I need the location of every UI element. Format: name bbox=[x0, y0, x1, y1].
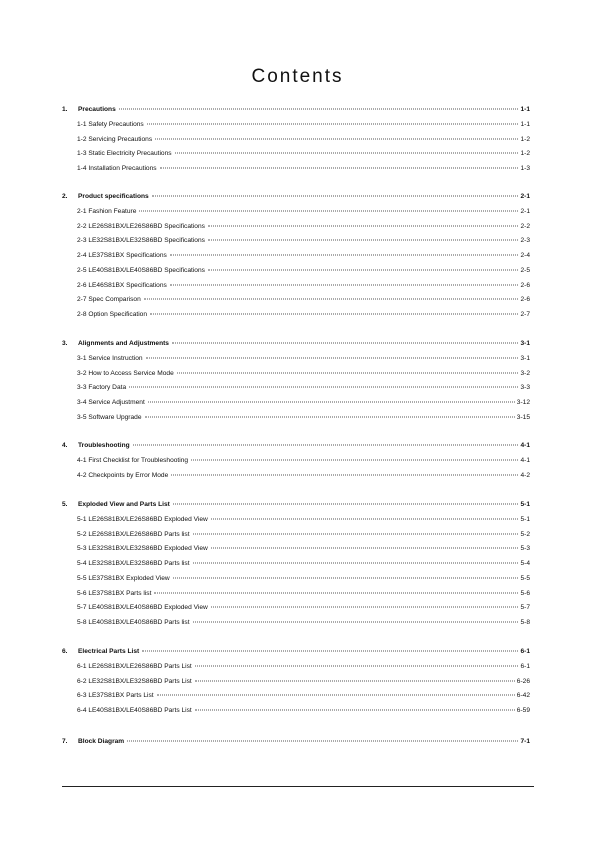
toc-entry-title: 6-4 LE40S81BX/LE40S86BD Parts List bbox=[77, 707, 192, 714]
toc-entry-page: 3-2 bbox=[520, 369, 530, 377]
toc-entry-title: 6-1 LE26S81BX/LE26S86BD Parts List bbox=[77, 662, 192, 670]
toc-entry-title: 2-8 Option Specification bbox=[77, 311, 148, 318]
toc-entry-title: 3-5 Software Upgrade bbox=[77, 413, 142, 421]
toc-leader-dots bbox=[170, 284, 519, 285]
toc-entry[interactable] bbox=[77, 399, 530, 407]
toc-section-page: 5-1 bbox=[520, 501, 530, 508]
toc-leader-dots bbox=[211, 518, 519, 519]
toc-entry[interactable] bbox=[77, 575, 530, 583]
toc-section-number: 4. bbox=[62, 442, 68, 449]
toc-leader-dots bbox=[154, 592, 518, 593]
toc-entry[interactable] bbox=[77, 296, 530, 304]
toc-entry-page: 3-1 bbox=[520, 354, 530, 362]
toc-section-title: Electrical Parts List bbox=[78, 648, 140, 655]
toc-section-page: 6-1 bbox=[520, 648, 530, 655]
toc-leader-dots bbox=[208, 269, 519, 270]
toc-entry-page: 5-3 bbox=[520, 545, 530, 553]
toc-leader-dots bbox=[173, 504, 519, 505]
toc-leader-dots bbox=[177, 372, 519, 373]
toc-leader-dots bbox=[208, 240, 519, 241]
toc-leader-dots bbox=[175, 153, 519, 154]
toc-entry[interactable] bbox=[77, 136, 530, 144]
toc-entry[interactable] bbox=[77, 516, 530, 524]
toc-section-title: Exploded View and Parts List bbox=[78, 501, 170, 508]
toc-section-heading[interactable] bbox=[62, 340, 530, 348]
toc-entry[interactable] bbox=[77, 252, 530, 260]
toc-section-heading[interactable] bbox=[62, 501, 530, 509]
toc-entry-title: 5-1 LE26S81BX/LE26S86BD Exploded View bbox=[77, 515, 208, 523]
toc-leader-dots bbox=[171, 474, 518, 475]
toc-entry[interactable] bbox=[77, 604, 530, 612]
toc-entry-title: 4-1 First Checklist for Troubleshooting bbox=[77, 456, 189, 464]
toc-entry-page: 4-2 bbox=[520, 471, 530, 479]
toc-entry-title: 3-2 How to Access Service Mode bbox=[77, 369, 174, 377]
toc-section-title: Block Diagram bbox=[78, 738, 125, 745]
toc-leader-dots bbox=[211, 607, 519, 608]
toc-entry-title: 2-3 LE32S81BX/LE32S86BD Specifications bbox=[77, 237, 205, 245]
toc-leader-dots bbox=[129, 387, 518, 388]
toc-entry[interactable] bbox=[77, 311, 530, 319]
toc-entry[interactable] bbox=[77, 531, 530, 539]
toc-entry-title: 1-3 Static Electricity Precautions bbox=[77, 150, 172, 158]
toc-entry[interactable] bbox=[77, 208, 530, 216]
toc-leader-dots bbox=[155, 138, 518, 139]
toc-entry-page: 5-7 bbox=[520, 604, 530, 612]
toc-leader-dots bbox=[193, 622, 519, 623]
toc-entry-title: 4-2 Checkpoints by Error Mode bbox=[77, 471, 169, 479]
toc-entry-title: 5-2 LE26S81BX/LE26S86BD Parts list bbox=[77, 530, 190, 538]
toc-section-title: Troubleshooting bbox=[78, 442, 130, 449]
toc-leader-dots bbox=[173, 577, 519, 578]
toc-entry[interactable] bbox=[77, 707, 530, 715]
toc-entry-title: 1-4 Installation Precautions bbox=[77, 165, 157, 172]
toc-leader-dots bbox=[146, 357, 519, 358]
page-title: Contents bbox=[251, 66, 344, 87]
toc-entry-page: 6-1 bbox=[520, 662, 530, 670]
toc-leader-dots bbox=[195, 665, 519, 666]
toc-entry-page: 5-4 bbox=[520, 560, 530, 567]
toc-section-title: Alignments and Adjustments bbox=[78, 340, 169, 347]
toc-entry-page: 2-1 bbox=[520, 207, 530, 215]
toc-section-number: 6. bbox=[62, 648, 68, 655]
toc-section-number: 1. bbox=[62, 106, 68, 113]
toc-section-title: Product specifications bbox=[78, 193, 149, 200]
toc-section-number: 5. bbox=[62, 501, 68, 508]
toc-entry-page: 1-2 bbox=[520, 135, 530, 143]
toc-entry[interactable] bbox=[77, 223, 530, 231]
toc-leader-dots bbox=[193, 563, 519, 564]
toc-entry-title: 3-1 Service Instruction bbox=[77, 354, 143, 362]
toc-section-page: 4-1 bbox=[520, 442, 530, 449]
toc-entry[interactable] bbox=[77, 370, 530, 378]
toc-leader-dots bbox=[211, 548, 519, 549]
toc-leader-dots bbox=[152, 196, 519, 197]
toc-entry[interactable] bbox=[77, 282, 530, 290]
toc-entry-page: 1-3 bbox=[520, 165, 530, 172]
toc-entry-page: 5-6 bbox=[520, 589, 530, 597]
toc-leader-dots bbox=[127, 741, 518, 742]
toc-entry-title: 6-3 LE37S81BX Parts List bbox=[77, 692, 154, 700]
toc-entry[interactable] bbox=[77, 121, 530, 129]
toc-entry[interactable] bbox=[77, 237, 530, 245]
toc-leader-dots bbox=[145, 416, 515, 417]
toc-entry[interactable] bbox=[77, 414, 530, 422]
toc-entry[interactable] bbox=[77, 619, 530, 627]
toc-leader-dots bbox=[172, 343, 518, 344]
toc-leader-dots bbox=[142, 651, 518, 652]
toc-entry-title: 2-7 Spec Comparison bbox=[77, 296, 141, 304]
toc-entry-page: 3-15 bbox=[516, 413, 530, 421]
toc-entry-page: 6-59 bbox=[516, 707, 530, 714]
toc-leader-dots bbox=[119, 109, 519, 110]
toc-entry-page: 6-42 bbox=[516, 692, 530, 700]
toc-entry-page: 1-2 bbox=[520, 150, 530, 158]
toc-entry-title: 5-3 LE32S81BX/LE32S86BD Exploded View bbox=[77, 545, 208, 553]
toc-entry-title: 1-1 Safety Precautions bbox=[77, 120, 144, 128]
toc-leader-dots bbox=[144, 299, 519, 300]
toc-entry-title: 5-4 LE32S81BX/LE32S86BD Parts list bbox=[77, 560, 190, 567]
toc-section-page: 3-1 bbox=[520, 340, 530, 347]
toc-entry-title: 6-2 LE32S81BX/LE32S86BD Parts List bbox=[77, 677, 192, 685]
toc-entry-page: 3-12 bbox=[516, 399, 530, 406]
toc-section-number: 3. bbox=[62, 340, 68, 347]
toc-section-page: 7-1 bbox=[520, 738, 530, 745]
toc-entry-page: 5-2 bbox=[520, 530, 530, 538]
toc-leader-dots bbox=[139, 210, 518, 211]
toc-entry[interactable] bbox=[77, 590, 530, 598]
toc-entry-title: 2-5 LE40S81BX/LE40S86BD Specifications bbox=[77, 266, 205, 274]
toc-entry[interactable] bbox=[77, 355, 530, 363]
toc-entry-title: 5-6 LE37S81BX Parts list bbox=[77, 589, 152, 597]
toc-leader-dots bbox=[150, 314, 518, 315]
toc-entry-page: 2-3 bbox=[520, 237, 530, 245]
toc-entry[interactable] bbox=[77, 150, 530, 158]
toc-entry-page: 5-5 bbox=[520, 574, 530, 582]
toc-entry-title: 2-2 LE26S81BX/LE26S86BD Specifications bbox=[77, 222, 205, 230]
toc-leader-dots bbox=[208, 225, 519, 226]
toc-entry[interactable] bbox=[77, 560, 530, 568]
footer-rule bbox=[62, 786, 534, 787]
toc-section-heading[interactable] bbox=[62, 648, 530, 656]
toc-entry-title: 3-3 Factory Data bbox=[77, 384, 127, 392]
toc-entry-title: 5-5 LE37S81BX Exploded View bbox=[77, 574, 170, 582]
toc-entry-page: 2-7 bbox=[520, 311, 530, 318]
toc-entry-page: 2-4 bbox=[520, 252, 530, 259]
toc-section-number: 2. bbox=[62, 193, 68, 200]
toc-section-heading[interactable] bbox=[62, 738, 530, 746]
toc-leader-dots bbox=[148, 402, 515, 403]
toc-entry[interactable] bbox=[77, 678, 530, 686]
toc-entry[interactable] bbox=[77, 692, 530, 700]
toc-entry-title: 2-1 Fashion Feature bbox=[77, 207, 137, 215]
toc-leader-dots bbox=[133, 445, 519, 446]
toc-entry[interactable] bbox=[77, 472, 530, 480]
toc-section-heading[interactable] bbox=[62, 193, 530, 201]
toc-entry[interactable] bbox=[77, 545, 530, 553]
toc-entry-page: 5-8 bbox=[520, 619, 530, 626]
toc-entry[interactable] bbox=[77, 165, 530, 173]
toc-entry[interactable] bbox=[77, 384, 530, 392]
toc-entry-title: 2-4 LE37S81BX Specifications bbox=[77, 252, 167, 259]
toc-entry[interactable] bbox=[77, 267, 530, 275]
toc-section-number: 7. bbox=[62, 738, 68, 745]
toc-leader-dots bbox=[160, 168, 519, 169]
toc-leader-dots bbox=[157, 695, 515, 696]
toc-leader-dots bbox=[147, 123, 519, 124]
toc-entry-title: 3-4 Service Adjustment bbox=[77, 399, 145, 406]
toc-entry-page: 6-26 bbox=[516, 677, 530, 685]
toc-leader-dots bbox=[170, 255, 519, 256]
toc-entry-page: 2-2 bbox=[520, 222, 530, 230]
toc-entry-title: 2-6 LE46S81BX Specifications bbox=[77, 281, 167, 289]
toc-entry-page: 3-3 bbox=[520, 384, 530, 392]
toc-entry-page: 1-1 bbox=[520, 120, 530, 128]
toc-section-page: 1-1 bbox=[520, 106, 530, 113]
toc-leader-dots bbox=[195, 680, 515, 681]
toc-entry[interactable] bbox=[77, 457, 530, 465]
toc-entry[interactable] bbox=[77, 663, 530, 671]
toc-leader-dots bbox=[193, 533, 519, 534]
toc-entry-title: 1-2 Servicing Precautions bbox=[77, 135, 153, 143]
toc-leader-dots bbox=[191, 459, 518, 460]
toc-section-heading[interactable] bbox=[62, 442, 530, 450]
toc-section-heading[interactable] bbox=[62, 106, 530, 114]
toc-section-page: 2-1 bbox=[520, 193, 530, 200]
toc-entry-page: 4-1 bbox=[520, 456, 530, 464]
toc-entry-title: 5-7 LE40S81BX/LE40S86BD Exploded View bbox=[77, 604, 208, 612]
toc-entry-page: 5-1 bbox=[520, 515, 530, 523]
toc-entry-page: 2-6 bbox=[520, 281, 530, 289]
toc-entry-page: 2-6 bbox=[520, 296, 530, 304]
toc-leader-dots bbox=[195, 710, 515, 711]
toc-section-title: Precautions bbox=[78, 106, 116, 113]
toc-entry-title: 5-8 LE40S81BX/LE40S86BD Parts list bbox=[77, 619, 190, 626]
toc-entry-page: 2-5 bbox=[520, 266, 530, 274]
